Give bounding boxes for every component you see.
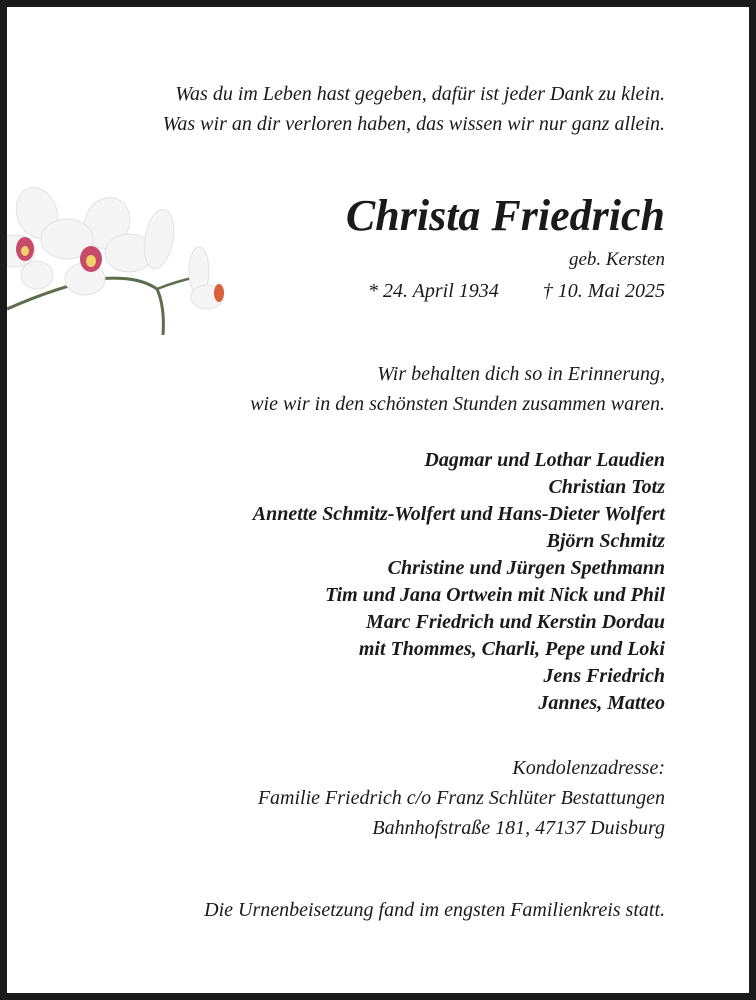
orchid-flower-icon	[7, 167, 247, 339]
maiden-name: geb. Kersten	[568, 249, 665, 270]
memory-quote	[250, 359, 665, 419]
deceased-name: Christa Friedrich	[345, 191, 665, 240]
mourners-list	[253, 447, 665, 717]
death-date: † 10. Mai 2025	[542, 280, 665, 302]
mourner-line: Tim und Jana Ortwein mit Nick und Phil	[325, 584, 665, 606]
verse-line: Was wir an dir verloren haben, das wissen wir nur ganz allein.	[162, 113, 665, 135]
mourner-line: Annette Schmitz-Wolfert und Hans-Dieter Wolfert	[252, 503, 665, 525]
mourner-line: Jens Friedrich	[543, 665, 665, 687]
memory-line: wie wir in den schönsten Stunden zusammen waren.	[250, 393, 665, 415]
verse-line: Was du im Leben hast gegeben, dafür ist jeder Dank zu klein.	[175, 83, 665, 105]
opening-verse	[163, 79, 665, 139]
mourner-line: Dagmar und Lothar Laudien	[424, 449, 665, 471]
birth-date: * 24. April 1934	[368, 280, 499, 302]
mourner-line: Björn Schmitz	[546, 530, 665, 552]
condolence-address	[258, 753, 665, 843]
address-label: Kondolenzadresse:	[512, 757, 665, 779]
mourner-line: Christian Totz	[548, 476, 665, 498]
mourner-line: mit Thommes, Charli, Pepe und Loki	[358, 638, 665, 660]
memory-line: Wir behalten dich so in Erinnerung,	[377, 363, 665, 385]
mourner-line: Jannes, Matteo	[538, 692, 665, 714]
address-line: Familie Friedrich c/o Franz Schlüter Bestattungen	[257, 787, 665, 809]
funeral-note: Die Urnenbeisetzung fand im engsten Familienkreis statt.	[204, 899, 665, 921]
mourner-line: Christine und Jürgen Spethmann	[387, 557, 665, 579]
mourner-line: Marc Friedrich und Kerstin Dordau	[366, 611, 665, 633]
address-line: Bahnhofstraße 181, 47137 Duisburg	[372, 817, 665, 839]
life-dates	[368, 277, 665, 305]
